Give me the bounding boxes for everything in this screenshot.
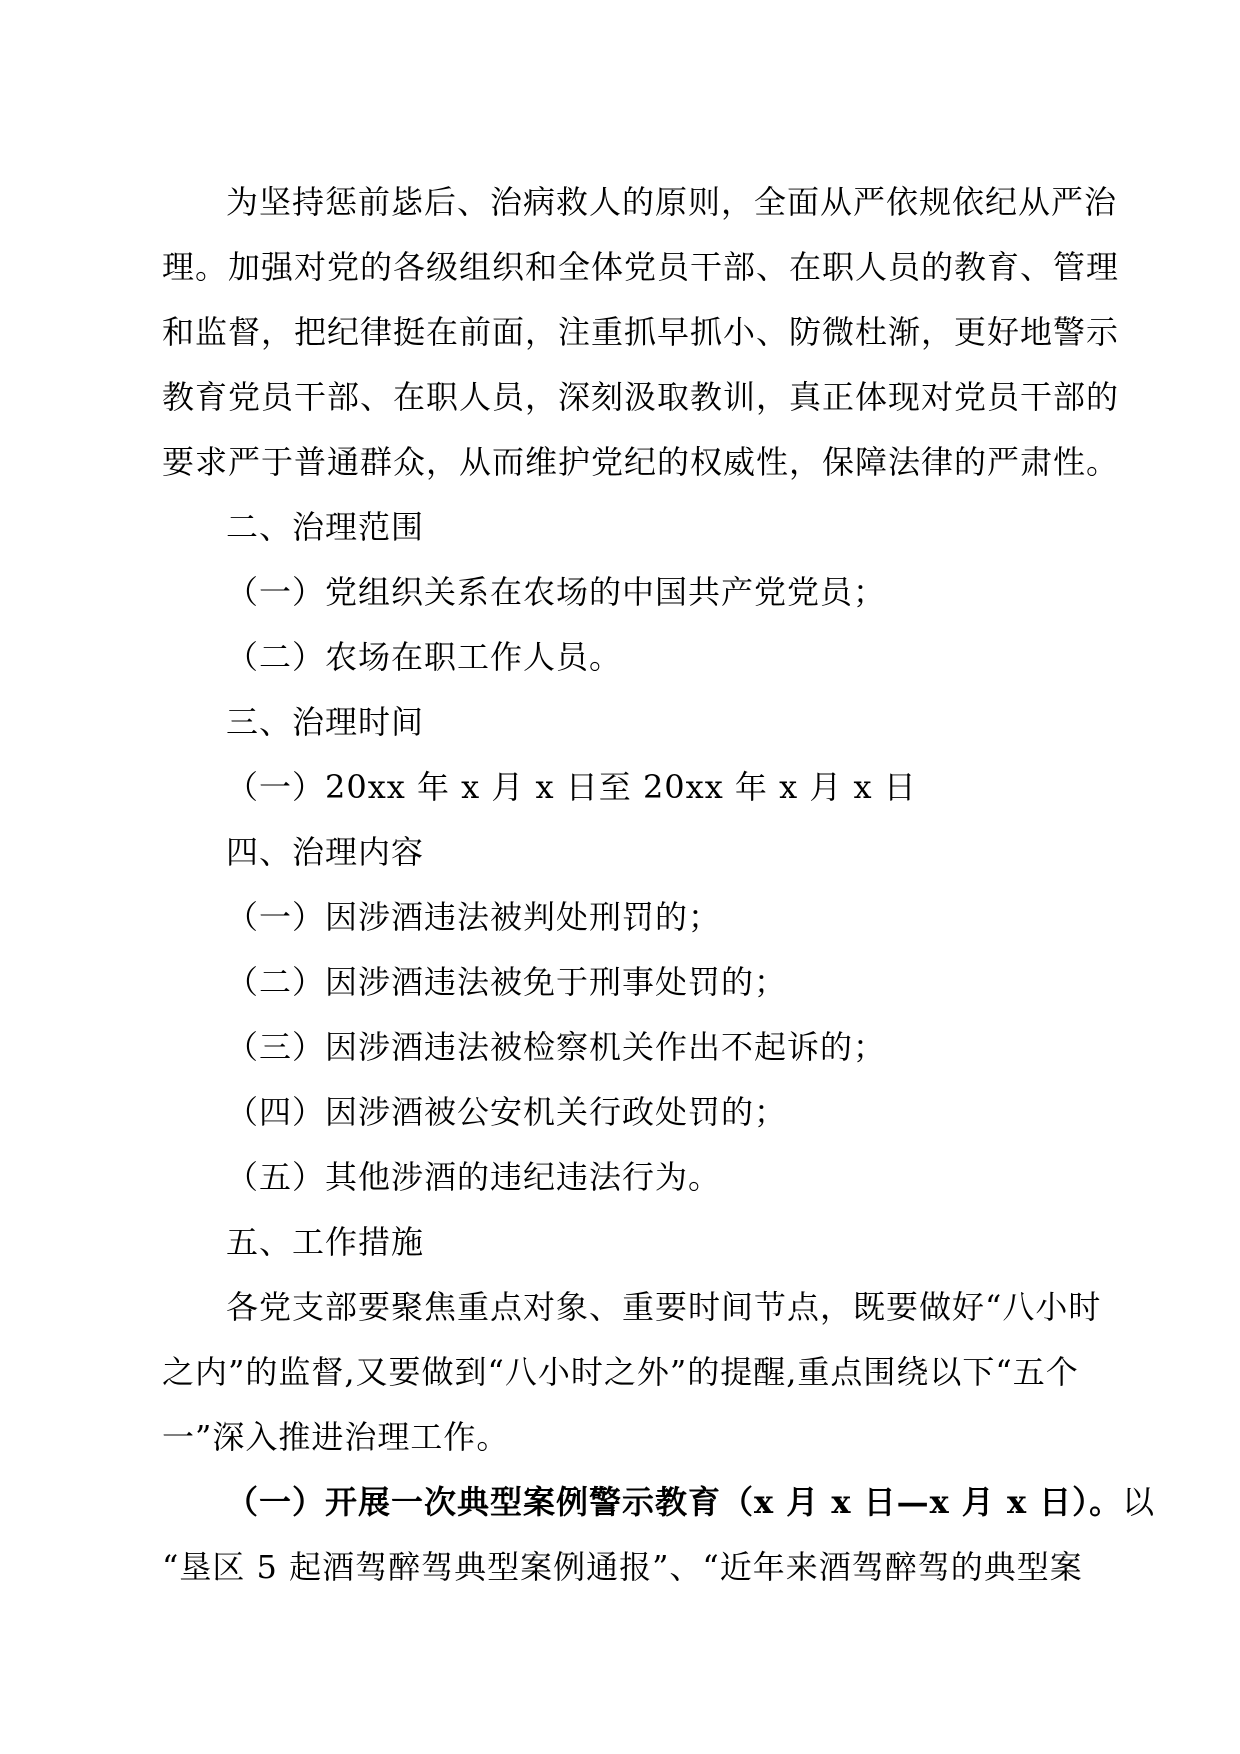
section5-para1-line-2: 之内”的监督,又要做到“八小时之外”的提醒,重点围绕以下“五个 bbox=[162, 1353, 1079, 1391]
section5-para2-line-1-rest: 以 bbox=[1122, 1483, 1156, 1521]
intro-line-5: 要求严于普通群众，从而维护党纪的权威性，保障法律的严肃性。 bbox=[162, 443, 1120, 481]
intro-line-3: 和监督，把纪律挺在前面，注重抓早抓小、防微杜渐，更好地警示 bbox=[162, 313, 1120, 351]
section5-para2-bold-heading: （一）开展一次典型案例警示教育（x 月 x 日—x 月 x 日）。 bbox=[226, 1483, 1123, 1521]
section3-heading: 三、治理时间 bbox=[226, 703, 425, 741]
intro-line-2: 理。加强对党的各级组织和全体党员干部、在职人员的教育、管理 bbox=[162, 248, 1120, 286]
section2-item-1: （一）党组织关系在农场的中国共产党党员； bbox=[226, 573, 887, 611]
section4-item-5: （五）其他涉酒的违纪违法行为。 bbox=[226, 1158, 722, 1196]
section4-item-3: （三）因涉酒违法被检察机关作出不起诉的； bbox=[226, 1028, 887, 1066]
section4-heading: 四、治理内容 bbox=[226, 833, 425, 871]
section5-para2-line-1 bbox=[162, 1470, 1156, 1535]
intro-line-1: 为坚持惩前毖后、治病救人的原则，全面从严依规依纪从严治 bbox=[226, 183, 1118, 221]
section5-para1-line-3: 一”深入推进治理工作。 bbox=[162, 1418, 510, 1456]
section2-heading: 二、治理范围 bbox=[226, 508, 425, 546]
section2-item-2: （二）农场在职工作人员。 bbox=[226, 638, 623, 676]
section5-heading: 五、工作措施 bbox=[226, 1223, 425, 1261]
document-body bbox=[162, 170, 1156, 1600]
section5-para2-line-2: “垦区 5 起酒驾醉驾典型案例通报”、“近年来酒驾醉驾的典型案 bbox=[162, 1548, 1083, 1586]
section5-para1-line-1: 各党支部要聚焦重点对象、重要时间节点，既要做好“八小时 bbox=[226, 1288, 1102, 1326]
section4-item-1: （一）因涉酒违法被判处刑罚的； bbox=[226, 898, 722, 936]
intro-line-4: 教育党员干部、在职人员，深刻汲取教训，真正体现对党员干部的 bbox=[162, 378, 1120, 416]
section4-item-4: （四）因涉酒被公安机关行政处罚的； bbox=[226, 1093, 788, 1131]
section4-item-2: （二）因涉酒违法被免于刑事处罚的； bbox=[226, 963, 788, 1001]
section3-item-1: （一）20xx 年 x 月 x 日至 20xx 年 x 月 x 日 bbox=[226, 768, 917, 806]
